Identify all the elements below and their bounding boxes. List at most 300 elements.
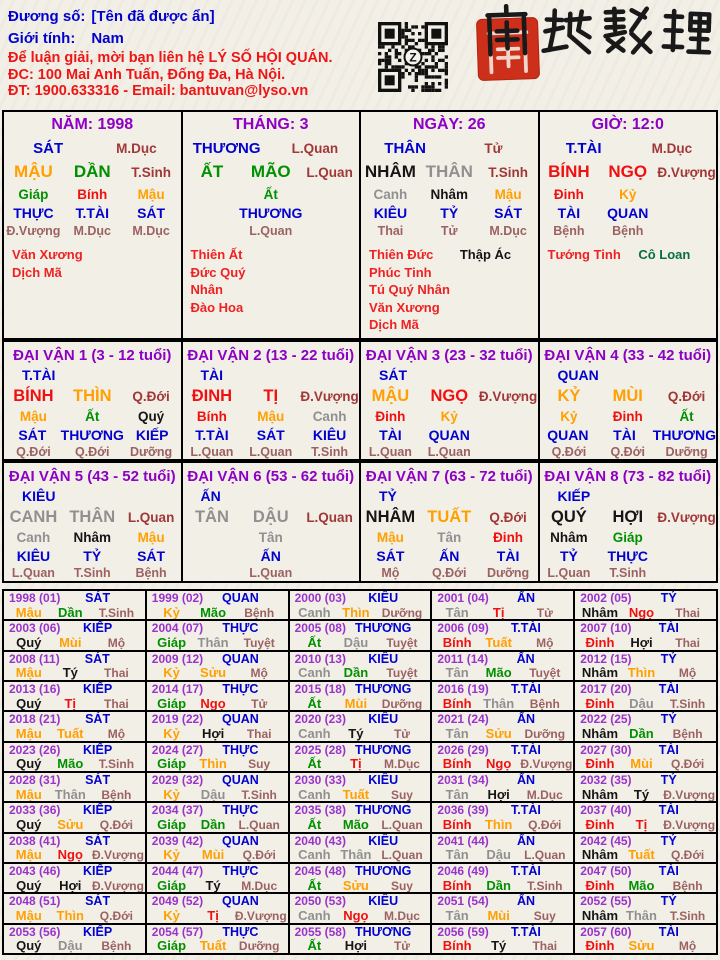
star-label: Tướng Tinh xyxy=(547,247,621,262)
star-label: Thập Ác xyxy=(459,247,512,262)
year-cell xyxy=(432,712,573,740)
year-label: 2026 (29) xyxy=(437,742,489,757)
year-cell xyxy=(575,834,716,862)
hidden-stems-row xyxy=(4,185,181,204)
stem: Quý xyxy=(16,756,42,771)
branch: Dậu xyxy=(57,938,83,953)
stage-label: Tuyệt xyxy=(386,666,418,680)
hidden-stage: Q.Đới xyxy=(431,566,467,580)
pillar-cell xyxy=(540,112,717,338)
hidden-stem: Mậu xyxy=(257,409,285,424)
hidden-ten-god: THỰC xyxy=(13,205,54,221)
year-cell xyxy=(147,682,288,710)
year-top-line xyxy=(437,804,569,818)
gender-value: Nam xyxy=(91,30,124,47)
stage-label: Thai xyxy=(246,726,272,741)
year-top-line xyxy=(9,804,141,818)
stage-label: Dưỡng xyxy=(381,696,423,711)
star-label: Dịch Mã xyxy=(12,264,62,280)
stage-label: Mộ xyxy=(678,939,697,953)
dai-van-title: ĐẠI VẬN 8 (73 - 82 tuổi) xyxy=(544,468,712,485)
stem: Quý xyxy=(16,877,42,893)
pillar-main-row xyxy=(361,385,538,408)
ten-god-label: ẤN xyxy=(200,488,221,504)
stem: MẬU xyxy=(371,387,410,405)
stem: NHÂM xyxy=(365,508,416,526)
stem: Kỷ xyxy=(163,907,180,923)
stage-label: Dưỡng xyxy=(238,939,280,953)
stage-label: Đ.Vượng xyxy=(92,848,144,862)
stage-label: Bệnh xyxy=(672,726,703,741)
stage-label: Đ.Vượng xyxy=(657,165,716,180)
year-top-line xyxy=(9,713,141,727)
ten-god-label: THỰC xyxy=(222,742,259,757)
year-top-line xyxy=(580,622,712,636)
branch: TỊ xyxy=(263,387,279,405)
year-label: 2045 (48) xyxy=(294,864,346,878)
hidden-stages-row xyxy=(183,444,360,459)
year-label: 2024 (27) xyxy=(151,742,204,757)
ten-god-label: SÁT xyxy=(85,833,111,848)
gender-label: Giới tính: xyxy=(8,30,76,47)
year-bottom-line xyxy=(580,816,716,832)
stars-list-right xyxy=(460,246,538,334)
year-label: 2033 (36) xyxy=(9,803,61,818)
ten-god-label: T.TÀI xyxy=(511,621,541,636)
cell xyxy=(183,547,242,565)
hidden-stem: Mậu xyxy=(19,409,47,424)
year-top-line xyxy=(295,865,427,879)
year-label: 2054 (57) xyxy=(151,924,204,939)
ten-god-label: TÀI xyxy=(200,367,224,383)
branch: Sửu xyxy=(57,816,84,832)
branch: Tuất xyxy=(628,847,655,862)
dai-van-title: ĐẠI VẬN 4 (33 - 42 tuổi) xyxy=(544,347,712,364)
year-cell xyxy=(4,712,145,740)
branch: NGỌ xyxy=(608,162,648,181)
year-label: 2013 (16) xyxy=(9,682,61,696)
ten-god-label: KIẾP xyxy=(557,488,591,504)
hidden-ten-god: QUAN xyxy=(428,427,470,443)
year-label: 2041 (44) xyxy=(437,833,489,848)
hidden-stems-row xyxy=(361,408,538,426)
stem: Đinh xyxy=(585,695,615,711)
hidden-ten-god: SÁT xyxy=(18,427,47,443)
year-bottom-line xyxy=(295,636,427,650)
hidden-stage: Mộ xyxy=(381,566,400,580)
year-bottom-line xyxy=(437,666,569,680)
stage-label: Thai xyxy=(675,605,700,620)
year-top-line xyxy=(437,774,569,788)
dai-van-cell xyxy=(540,342,717,459)
hidden-stems-row xyxy=(540,408,717,426)
year-label: 2004 (07) xyxy=(151,621,204,636)
year-bottom-line xyxy=(437,909,569,923)
year-top-line xyxy=(9,744,141,758)
branch: THÂN xyxy=(69,508,116,526)
year-top-line xyxy=(295,774,427,788)
branch: Tị xyxy=(350,756,362,771)
year-label: 2016 (19) xyxy=(437,682,489,696)
year-bottom-line xyxy=(437,756,573,771)
stem: Ất xyxy=(307,877,322,893)
year-top-line xyxy=(437,835,569,849)
year-cell xyxy=(147,591,288,619)
hidden-stages-row xyxy=(540,444,717,459)
ten-god-label: TỶ xyxy=(379,488,397,504)
branch: Mão xyxy=(342,816,369,832)
ten-god-label: THƯƠNG xyxy=(192,140,261,157)
branch: Hợi xyxy=(201,725,225,741)
annual-years-table xyxy=(2,589,718,955)
stage-label: Tuyệt xyxy=(386,635,418,650)
cell xyxy=(657,204,716,223)
year-top-line xyxy=(152,622,284,636)
stem: BÍNH xyxy=(548,162,590,181)
stage-label: Mộ xyxy=(536,635,554,650)
branch: Tý xyxy=(205,877,221,893)
ten-god-label: T.TÀI xyxy=(511,864,541,878)
year-top-line xyxy=(295,683,427,697)
year-cell xyxy=(575,864,716,892)
year-bottom-line xyxy=(9,818,141,832)
stage-label: L.Quan xyxy=(238,817,280,832)
stage-label: Suy xyxy=(533,908,556,923)
year-bottom-line xyxy=(9,666,141,680)
year-top-line xyxy=(152,713,284,727)
year-cell xyxy=(290,682,431,710)
year-cell xyxy=(290,925,431,953)
stem: Ất xyxy=(307,695,322,711)
star-label: Văn Xương xyxy=(12,247,83,262)
year-label: 2049 (52) xyxy=(151,894,204,909)
ten-god-label: ẤN xyxy=(516,773,535,787)
year-label: 2047 (50) xyxy=(580,864,632,878)
stage-label: Q.Đới xyxy=(670,848,705,862)
year-cell xyxy=(147,803,288,831)
stage-label: Tử xyxy=(393,726,410,741)
stem: Đinh xyxy=(585,756,615,771)
hidden-stage: Tử xyxy=(440,224,458,238)
year-top-line xyxy=(437,683,569,697)
dai-van-cell xyxy=(4,463,181,581)
branch: Tuất xyxy=(342,786,370,802)
stem: NHÂM xyxy=(364,162,416,181)
stage-label: T.Sinh xyxy=(98,757,135,771)
hidden-stages-row xyxy=(183,565,360,581)
year-label: 2018 (21) xyxy=(9,712,61,727)
year-top-line xyxy=(152,865,284,879)
stage-label: Dưỡng xyxy=(524,726,566,741)
ten-god-label: TỶ xyxy=(660,651,677,666)
hidden-ten-god: SÁT xyxy=(137,548,166,564)
year-top-line xyxy=(437,713,569,727)
branch: Dần xyxy=(57,604,83,620)
stem: QUÝ xyxy=(551,508,587,526)
year-label: 2022 (25) xyxy=(580,712,632,727)
stage-label: Bệnh xyxy=(101,939,132,953)
stem: Tân xyxy=(445,665,469,680)
hidden-stage: Dưỡng xyxy=(665,445,708,459)
ten-god-label: SÁT xyxy=(379,367,407,383)
stem: KỶ xyxy=(557,387,581,405)
stem: Kỷ xyxy=(163,725,180,741)
year-top-line xyxy=(9,865,141,879)
year-bottom-line xyxy=(295,666,427,680)
hidden-stage: T.Sinh xyxy=(73,566,111,580)
hidden-stage: T.Sinh xyxy=(311,445,348,459)
stage-label: Tử xyxy=(484,141,503,156)
stem: Canh xyxy=(298,725,331,741)
year-bottom-line xyxy=(9,939,141,953)
hidden-stem: Ất xyxy=(263,187,278,202)
hidden-stage: Q.Đới xyxy=(16,445,51,459)
branch: Tuất xyxy=(199,938,227,953)
cell xyxy=(479,408,538,426)
branch: Sửu xyxy=(628,938,655,953)
cell xyxy=(657,529,716,547)
stage-label: L.Quan xyxy=(291,141,339,156)
cell xyxy=(300,185,359,204)
year-cell xyxy=(432,682,573,710)
stem: Giáp xyxy=(157,938,187,953)
dai-van-cell xyxy=(361,342,538,459)
stage-label: Dưỡng xyxy=(381,605,423,620)
stem: Mậu xyxy=(15,786,42,802)
cell xyxy=(183,223,242,240)
branch: Thìn xyxy=(199,756,227,771)
stage-label: Bệnh xyxy=(529,696,560,711)
hidden-stages-row xyxy=(183,223,360,240)
year-cell xyxy=(432,591,573,619)
ten-god-label: KIẾP xyxy=(82,803,113,818)
year-bottom-line xyxy=(152,757,284,771)
year-top-line xyxy=(295,744,427,758)
stem: Nhâm xyxy=(581,786,619,802)
year-top-line xyxy=(9,683,141,697)
stem: TÂN xyxy=(194,508,229,526)
stem: Đinh xyxy=(585,816,615,832)
ten-god-label: TÀI xyxy=(658,924,679,939)
branch: Mùi xyxy=(344,695,368,711)
stage-label: M.Dục xyxy=(116,141,157,156)
cell xyxy=(479,444,538,459)
hidden-ten-god: KIẾP xyxy=(135,427,169,443)
stem: Nhâm xyxy=(581,604,619,620)
ten-god-label: THỰC xyxy=(222,864,259,878)
year-top-line xyxy=(580,804,712,818)
hidden-stems-row xyxy=(183,408,360,426)
year-bottom-line xyxy=(9,877,144,893)
dai-van-cell xyxy=(361,463,538,581)
pillar-main-row xyxy=(4,506,181,529)
branch: Dậu xyxy=(343,634,369,650)
year-label: 2036 (39) xyxy=(437,803,489,818)
stage-label: Đ.Vượng xyxy=(663,787,716,802)
year-cell xyxy=(147,834,288,862)
year-cell xyxy=(575,803,716,831)
stars-area xyxy=(183,246,360,316)
contact-line-2: ĐC: 100 Mai Anh Tuấn, Đống Đa, Hà Nội. xyxy=(8,66,286,83)
hidden-stages-row xyxy=(540,223,717,240)
star-label: Cô Loan xyxy=(638,247,691,262)
hidden-stems-row xyxy=(361,185,538,204)
year-bottom-line xyxy=(152,727,284,741)
year-top-line xyxy=(580,713,712,727)
year-bottom-line xyxy=(152,636,284,650)
hidden-stems-row xyxy=(540,185,717,204)
year-cell xyxy=(147,773,288,801)
ten-god-label: TÀI xyxy=(658,742,679,757)
year-bottom-line xyxy=(580,909,712,923)
hidden-stage: Q.Đới xyxy=(610,445,646,459)
stage-label: Tuyệt xyxy=(243,635,275,650)
year-label: 2055 (58) xyxy=(294,924,346,939)
year-cell xyxy=(4,773,145,801)
star-label: Thiên Đức xyxy=(369,247,434,262)
branch: Tý xyxy=(348,725,364,741)
hidden-stem: Nhâm xyxy=(73,530,111,545)
year-label: 2031 (34) xyxy=(437,773,489,787)
stars-list-right xyxy=(638,246,716,264)
year-bottom-line xyxy=(152,697,284,711)
year-bottom-line xyxy=(295,757,427,771)
year-top-line xyxy=(580,592,712,606)
pillar-cell xyxy=(183,112,360,338)
stage-label: L.Quan xyxy=(524,848,566,862)
pillar-main-row xyxy=(183,506,360,529)
year-label: 2020 (23) xyxy=(294,712,346,727)
branch: Mão xyxy=(485,665,512,680)
year-cell xyxy=(4,803,145,831)
hidden-ten-god: THỰC xyxy=(607,548,648,564)
year-cell xyxy=(575,743,716,771)
hidden-ten-god: ẤN xyxy=(260,548,281,564)
year-bottom-line xyxy=(152,666,284,680)
branch: Dần xyxy=(486,877,511,893)
year-label: 2057 (60) xyxy=(580,924,632,939)
ten-god-label: KIẾP xyxy=(82,682,113,696)
year-top-line xyxy=(437,926,569,940)
stage-label: T.Sinh xyxy=(669,696,706,711)
year-label: 2002 (05) xyxy=(580,591,632,605)
hidden-stems-row xyxy=(540,529,717,547)
hidden-stage: Q.Đới xyxy=(551,445,587,459)
star-label: Đào Hoa xyxy=(190,299,244,315)
year-bottom-line xyxy=(580,786,716,802)
stage-label: Bệnh xyxy=(101,787,132,802)
year-bottom-line xyxy=(580,636,712,650)
hidden-stem: Bính xyxy=(196,409,227,424)
stage-label: Q.Đới xyxy=(489,510,527,525)
branch: Ngọ xyxy=(200,695,226,711)
hidden-stems-row xyxy=(183,185,360,204)
ten-god-label: SÁT xyxy=(85,773,111,787)
year-bottom-line xyxy=(295,939,427,953)
branch: Tuất xyxy=(485,634,512,650)
year-bottom-line xyxy=(152,818,284,832)
branch: HỢI xyxy=(612,508,644,526)
ten-god-label: ẤN xyxy=(516,833,535,848)
stage-label: M.Dục xyxy=(526,787,563,802)
hidden-stages-row xyxy=(4,223,181,240)
ten-god-label: KIẾP xyxy=(82,621,113,636)
stem: ẤT xyxy=(200,162,224,181)
hidden-stem: Mậu xyxy=(137,187,165,202)
year-label: 2023 (26) xyxy=(9,742,61,757)
year-label: 2000 (03) xyxy=(294,591,346,605)
ten-god-label: TÀI xyxy=(658,864,679,878)
hidden-ten-god: TÀI xyxy=(557,205,581,221)
hidden-ten-god: KIÊU xyxy=(16,548,51,564)
hidden-stem: Giáp xyxy=(18,187,49,202)
stage-label: Thai xyxy=(104,696,129,711)
branch: Tuất xyxy=(57,725,84,741)
branch: Tị xyxy=(492,604,505,620)
hidden-stem: Đinh xyxy=(375,409,406,424)
year-cell xyxy=(290,803,431,831)
stars-list xyxy=(4,246,103,281)
ten-god-label: THỰC xyxy=(222,803,259,818)
year-top-line xyxy=(437,865,569,879)
hidden-ten-god: T.TÀI xyxy=(75,205,109,221)
dai-van-cell xyxy=(540,463,717,581)
hidden-gods-row xyxy=(183,204,360,223)
year-bottom-line xyxy=(295,788,427,802)
year-cell xyxy=(147,652,288,680)
calligraphy-nam-viet-so-ly xyxy=(480,4,714,58)
pillar-cell xyxy=(361,112,538,338)
stem: Ất xyxy=(307,938,322,953)
stage-label: Thai xyxy=(675,635,700,650)
year-top-line xyxy=(295,926,427,940)
stem: Bính xyxy=(442,634,472,650)
hidden-stem: Canh xyxy=(312,409,347,424)
year-cell xyxy=(4,834,145,862)
stem: ĐINH xyxy=(191,387,233,405)
stage-label: Đ.Vượng xyxy=(663,817,716,832)
stem: Đinh xyxy=(585,938,615,953)
ten-god-label: THƯƠNG xyxy=(354,864,412,878)
year-cell xyxy=(4,621,145,649)
stage-label: Đ.Vượng xyxy=(657,510,716,525)
ten-god-label: KIÊU xyxy=(368,591,399,605)
branch: Mùi xyxy=(59,634,82,650)
stage-label: Đ.Vượng xyxy=(92,878,144,893)
stem: Tân xyxy=(445,725,469,741)
dai-van-title: ĐẠI VẬN 2 (13 - 22 tuổi) xyxy=(187,347,355,364)
year-cell xyxy=(4,591,145,619)
star-label: Phúc Tinh xyxy=(369,264,432,280)
year-cell xyxy=(4,652,145,680)
stage-label: M.Dục xyxy=(241,878,278,893)
subject-name-value: [Tên đã được ẩn] xyxy=(91,8,215,25)
year-top-line xyxy=(437,744,569,758)
year-top-line xyxy=(9,835,141,849)
hidden-stage: Q.Đới xyxy=(74,445,110,459)
hidden-stage: L.Quan xyxy=(190,445,234,459)
year-label: 2006 (09) xyxy=(437,621,489,636)
stage-label: Thai xyxy=(104,666,129,680)
stage-label: Q.Đới xyxy=(242,848,276,862)
hidden-ten-god: TÀI xyxy=(496,548,520,564)
year-cell xyxy=(432,773,573,801)
stage-label: Tuyệt xyxy=(529,666,561,680)
stem: Tân xyxy=(445,604,469,620)
stem: Nhâm xyxy=(581,665,619,680)
ten-god-label: TỶ xyxy=(660,894,677,909)
stem: Mậu xyxy=(15,847,42,862)
